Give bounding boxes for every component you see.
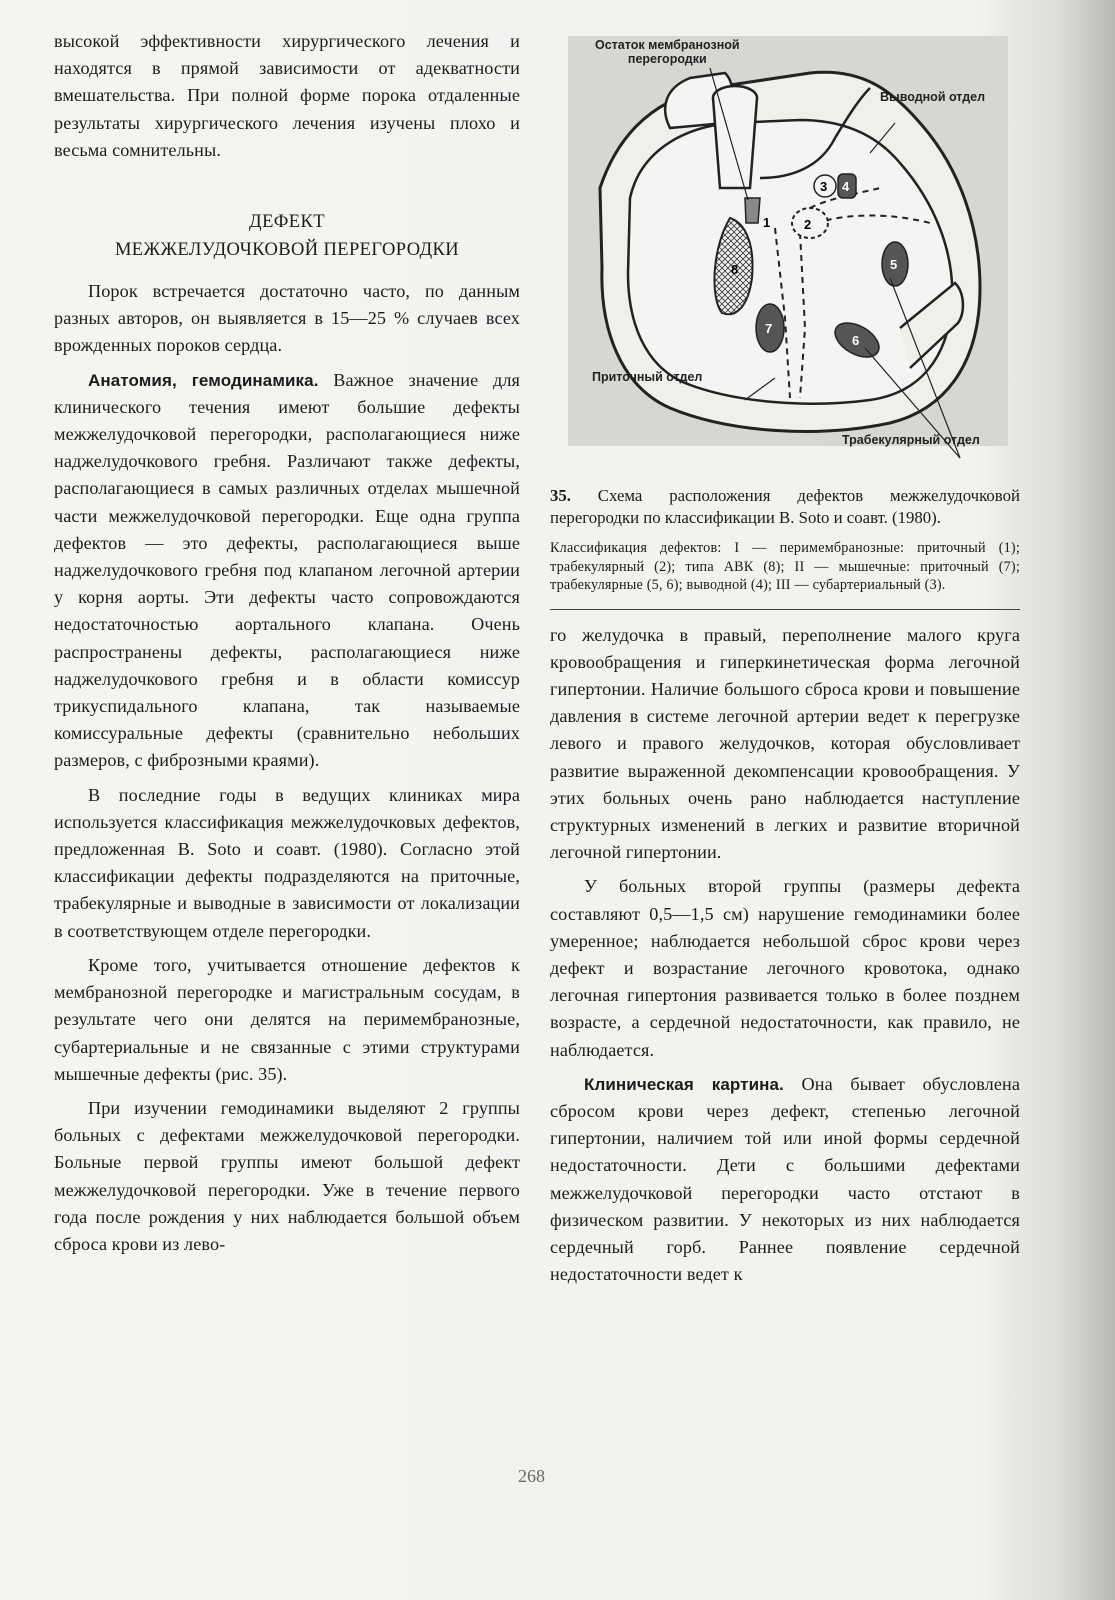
defect-number-6: 6: [852, 333, 860, 348]
paragraph-relation: Кроме того, учитывается отношение дефектов к мембранозной перегородке и магистральным сосудам, в результате чего они делятся на перимембранозные, субартериальные и не связанные с этими структурами мышечные дефекты (рис. 35).: [54, 954, 520, 1084]
paragraph-classification: В последние годы в ведущих клиниках мира используется классификация межжелудочковых дефектов, предложенная B. Soto и соавт. (1980). Согласно этой классификации дефекты подразделяются на приточные, трабекулярные и выводные в зависимости от локализации в соответствующем отделе перегородки.: [54, 784, 520, 941]
caption-number: 35.: [550, 486, 571, 505]
label-inlet: Приточный отдел: [592, 370, 703, 384]
caption-text: Схема расположения дефектов межжелудочковой перегородки по классификации B. Soto и соавт. (1980).: [550, 486, 1020, 527]
clinical-lead: Клиническая картина.: [584, 1074, 784, 1094]
separator-rule: [550, 609, 1020, 610]
section-heading: [54, 208, 520, 264]
figure-35: [550, 28, 1020, 483]
label-membrane-line1: Остаток мембранозной: [595, 38, 740, 52]
right-column: [550, 28, 1020, 1288]
paragraph-prevalence: Порок встречается достаточно часто, по данным разных авторов, он выявляется в 15—25 % случаев всех врожденных пороков сердца.: [54, 281, 520, 356]
clinical-body: Она бывает обусловлена сбросом крови через дефект, степенью легочной гипертонии, наличием той или иной формы сердечной недостаточности. Дети с большими дефектами межжелудочковой перегородки часто отстают в физическом развитии. У некоторых из них наблюдается сердечный горб. Раннее появление сердечной недостаточности ведет к: [550, 1073, 1020, 1285]
figure-legend: Классификация дефектов: I — перимембранозные: приточный (1); трабекулярный (2); типа АВК (8); II — мышечные: приточный (7); трабекулярные (5, 6); выводной (4); III — субартериальный (3).: [550, 540, 1020, 593]
anatomy-body: Важное значение для клинического течения имеют большие дефекты межжелудочковой перегородки, располагающиеся ниже наджелудочкового гребня. Различают также дефекты, располагающиеся в самых различных отделах мышечной части межжелудочковой перегородки. Еще одна группа дефектов — это дефекты, располагающиеся выше наджелудочкового гребня под клапаном легочной артерии у корня аорты. Эти дефекты часто сопровождаются недостаточностью аортального клапана. Очень распространены дефекты, располагающиеся ниже наджелудочкового гребня и в области комиссур трикуспидального клапана, так называемые комиссуральные дефекты (сравнительно небольших размеров, с фиброзными краями).: [54, 369, 521, 771]
section-heading-line1: ДЕФЕКТ: [249, 212, 325, 233]
defect-number-5: 5: [890, 257, 898, 272]
section-heading-line2: МЕЖЖЕЛУДОЧКОВОЙ ПЕРЕГОРОДКИ: [114, 240, 460, 261]
defect-number-2: 2: [804, 217, 812, 232]
paragraph-hemodynamics: При изучении гемодинамики выделяют 2 группы больных с дефектами межжелудочковой перегородки. Больные первой группы имеют большой дефект межжелудочковой перегородки. Уже в течение первого года после рождения у них наблюдается большой объем сброса крови из лево-: [54, 1097, 520, 1254]
paragraph-anatomy: [54, 367, 520, 775]
defect-number-8: 8: [731, 262, 739, 277]
paragraph-continuation: го желудочка в правый, переполнение малого круга кровообращения и гиперкинетическая форма легочной гипертонии. Наличие большого сброса крови и повышение давления в системе легочной артерии ведет к перегрузке левого и правого желудочков, которая обусловливает развитие выраженной декомпенсации кровообращения. У этих больных очень рано наблюдается наступление структурных изменений в легких и развитие вторичной легочной гипертонии.: [550, 624, 1020, 863]
page-number: 268: [518, 1466, 545, 1486]
paragraph-clinical: [550, 1071, 1020, 1289]
label-membrane-line2: перегородки: [627, 52, 707, 66]
defect-number-7: 7: [765, 321, 773, 336]
label-outlet: Выводной отдел: [880, 90, 986, 104]
membranous-remnant: [745, 198, 760, 223]
label-membrane-remnant: [595, 38, 740, 66]
defect-number-3: 3: [820, 179, 828, 194]
figure-caption: [550, 485, 1020, 529]
label-trabecular: Трабекулярный отдел: [842, 433, 980, 447]
paragraph-group2: У больных второй группы (размеры дефекта составляют 0,5—1,5 см) нарушение гемодинамики более умеренное; наблюдается небольшой сброс крови через дефект и возрастание легочного кровотока, однако легочная гипертония развивается только в более позднем возрасте, а сердечной недостаточности, как правило, не наблюдается.: [550, 876, 1020, 1060]
intro-paragraph: высокой эффективности хирургического лечения и находятся в прямой зависимости от адекватности вмешательства. При полной форме порока отдаленные результаты хирургического лечения изучены плохо и весьма сомнительны.: [54, 31, 520, 160]
left-column: [54, 28, 520, 1258]
anatomy-lead: Анатомия, гемодинамика.: [88, 370, 319, 390]
aorta-tube: [713, 98, 757, 188]
defect-number-1: 1: [763, 215, 771, 230]
defect-number-4: 4: [842, 179, 850, 194]
